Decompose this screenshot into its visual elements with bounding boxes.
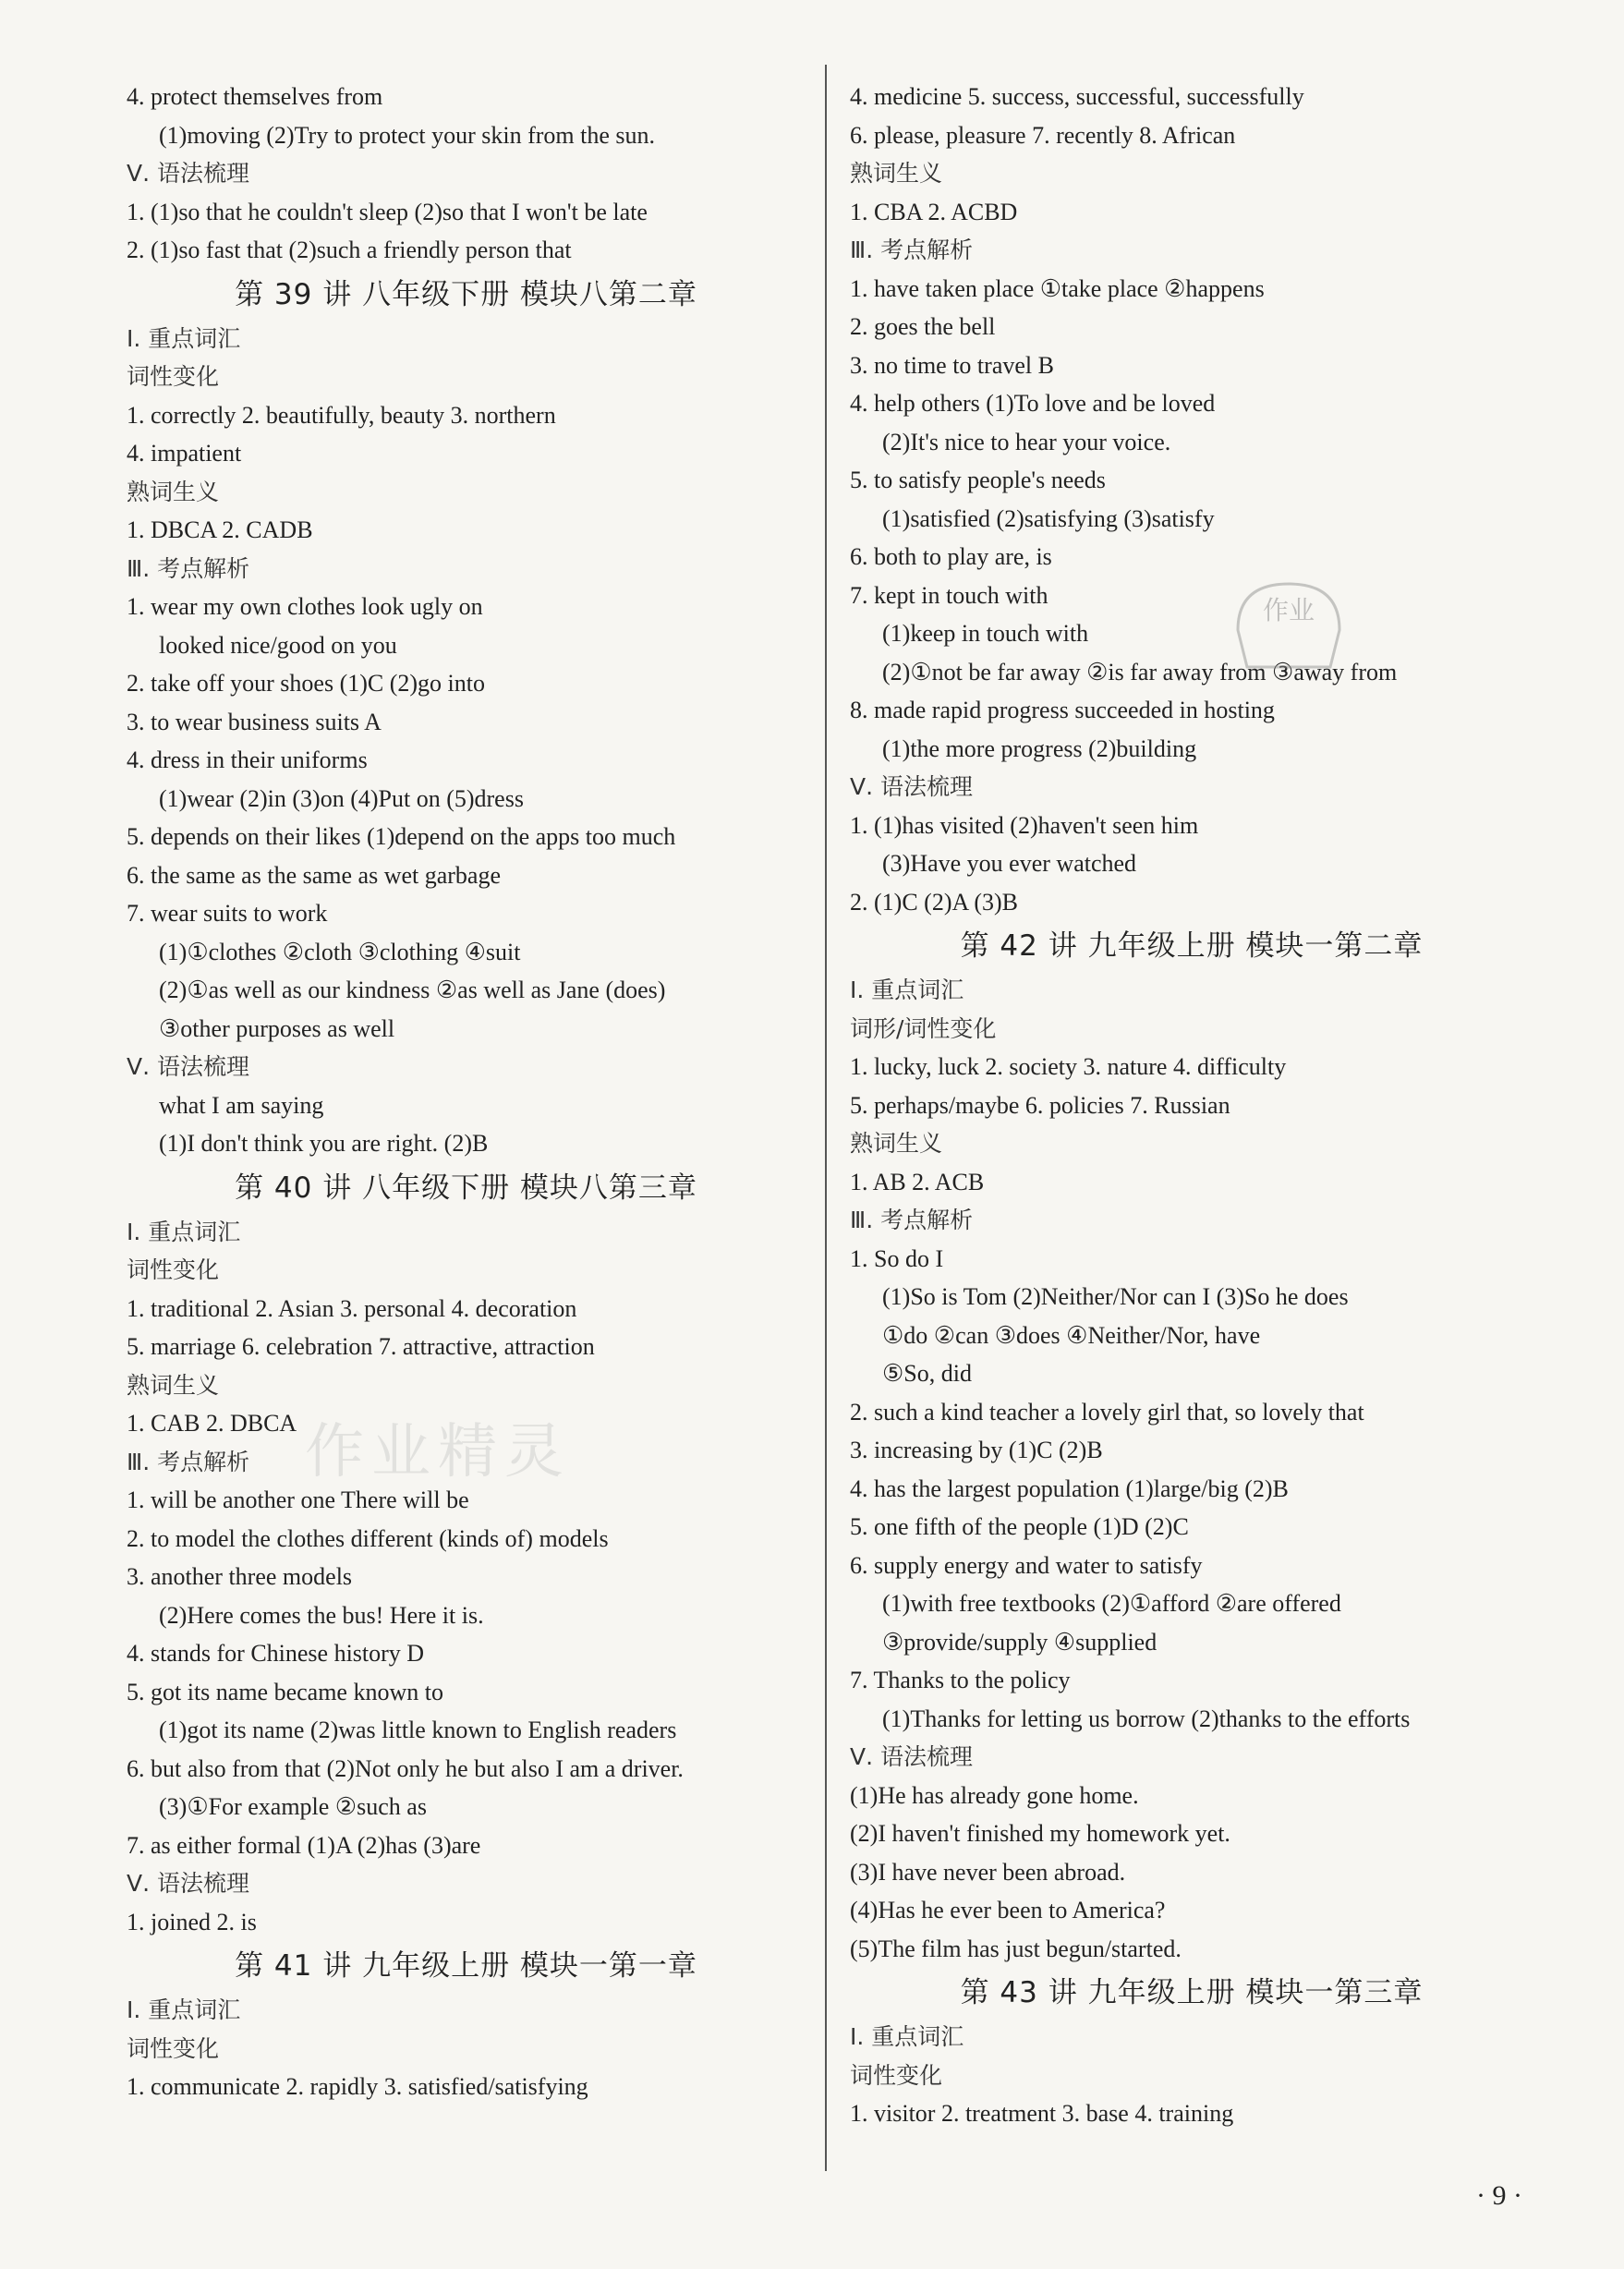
answer-line: (1)moving (2)Try to protect your skin from the sun. [159,121,656,149]
section-label: Ⅰ. 重点词汇 [127,1218,241,1245]
answer-line: (2)Here comes the bus! Here it is. [159,1601,484,1629]
answer-line: ③other purposes as well [159,1014,395,1042]
answer-line: what I am saying [159,1091,324,1119]
answer-line: 4. has the largest population (1)large/big (2)B [850,1474,1289,1502]
answer-line: 3. increasing by (1)C (2)B [850,1437,1103,1463]
section-label: Ⅲ. 考点解析 [127,554,250,582]
answer-line: (2)I haven't finished my homework yet. [850,1820,1230,1847]
lecture-heading: 第 41 讲 九年级上册 模块一第一章 [235,1949,697,1983]
answer-line: 1. joined 2. is [127,1908,257,1935]
answer-line: ③provide/supply ④supplied [882,1628,1157,1656]
section-label: Ⅴ. 语法梳理 [127,1053,249,1080]
section-label: Ⅲ. 考点解析 [127,1448,250,1475]
answer-line: 1. So do I [850,1244,944,1272]
answer-line: 1. (1)so that he couldn't sleep (2)so that I won't be late [127,198,648,225]
section-label: Ⅰ. 重点词汇 [850,977,964,1003]
answer-line: 5. marriage 6. celebration 7. attractive, attraction [127,1333,595,1360]
answer-line: (1)I don't think you are right. (2)B [159,1130,489,1157]
answer-line: (4)Has he ever been to America? [850,1897,1166,1923]
answer-line: 1. CBA 2. ACBD [850,198,1018,225]
answer-line: 6. supply energy and water to satisfy [850,1551,1203,1579]
lecture-heading: 第 42 讲 九年级上册 模块一第二章 [960,929,1424,963]
answer-line: (1)keep in touch with [882,620,1089,647]
answer-line: (1)got its name (2)was little known to English readers [159,1717,677,1743]
answer-line: 2. goes the bell [850,313,996,340]
answer-line: 7. as either formal (1)A (2)has (3)are [127,1831,481,1859]
lecture-heading: 第 39 讲 八年级下册 模块八第二章 [235,277,697,311]
answer-line: (1)satisfied (2)satisfying (3)satisfy [882,504,1215,532]
answer-line: 4. medicine 5. success, successful, successfully [850,83,1304,110]
answer-line: 4. impatient [127,440,242,467]
answer-line: looked nice/good on you [159,631,397,659]
stamp-text: 作业 [1262,595,1315,625]
answer-line: (1)So is Tom (2)Neither/Nor can I (3)So he does [882,1283,1349,1310]
section-label: Ⅲ. 考点解析 [850,237,974,263]
answer-line: 6. but also from that (2)Not only he but also I am a driver. [127,1754,684,1782]
section-label: 词性变化 [127,2034,220,2062]
section-label: 熟词生义 [850,160,943,187]
section-label: Ⅲ. 考点解析 [850,1207,974,1233]
answer-line: 3. to wear business suits A [127,708,382,735]
answer-line: (1)with free textbooks (2)①afford ②are offered [882,1590,1341,1617]
answer-line: (1)the more progress (2)building [882,734,1197,762]
answer-line: 1. have taken place ①take place ②happens [850,274,1265,302]
answer-line: 1. lucky, luck 2. society 3. nature 4. difficulty [850,1053,1287,1080]
answer-line: 3. another three models [127,1563,353,1590]
column-divider [825,65,827,2171]
answer-line: 1. correctly 2. beautifully, beauty 3. northern [127,401,556,429]
left-column [127,78,806,2106]
answer-line: (3)①For example ②such as [159,1793,427,1820]
section-label: Ⅰ. 重点词汇 [850,2023,964,2050]
answer-line: 1. DBCA 2. CADB [127,516,313,543]
answer-line: 4. protect themselves from [127,83,383,110]
section-label: Ⅴ. 语法梳理 [850,1743,973,1770]
answer-line: 1. traditional 2. Asian 3. personal 4. decoration [127,1294,577,1322]
answer-line: 3. no time to travel B [850,351,1054,379]
answer-line: (1)wear (2)in (3)on (4)Put on (5)dress [159,784,524,812]
answer-line: 5. perhaps/maybe 6. policies 7. Russian [850,1091,1230,1119]
answer-line: 2. to model the clothes different (kinds of) models [127,1524,609,1552]
answer-line: 6. please, pleasure 7. recently 8. African [850,121,1236,149]
answer-line: 5. depends on their likes (1)depend on the apps too much [127,823,676,850]
answer-line: 4. dress in their uniforms [127,746,368,773]
section-label: 词性变化 [127,1256,220,1283]
answer-line: 1. will be another one There will be [127,1486,469,1513]
section-label: Ⅰ. 重点词汇 [127,324,241,352]
section-label: 词形/词性变化 [850,1014,997,1042]
lecture-heading: 第 43 讲 九年级上册 模块一第三章 [960,1976,1424,2009]
answer-line: (3)Have you ever watched [882,850,1137,877]
answer-line: 1. visitor 2. treatment 3. base 4. training [850,2100,1234,2127]
answer-line: 1. communicate 2. rapidly 3. satisfied/satisfying [127,2073,588,2100]
answer-line: 5. one fifth of the people (1)D (2)C [850,1513,1189,1540]
answer-line: 5. got its name became known to [127,1678,443,1705]
lecture-heading: 第 40 讲 八年级下册 模块八第三章 [235,1171,697,1205]
answer-line: 2. take off your shoes (1)C (2)go into [127,670,486,697]
answer-line: 2. (1)C (2)A (3)B [850,888,1018,916]
answer-line: (1)①clothes ②cloth ③clothing ④suit [159,938,521,965]
answer-line: 2. such a kind teacher a lovely girl that, so lovely that [850,1398,1364,1426]
answer-line: (1)Thanks for letting us borrow (2)thanks to the efforts [882,1705,1411,1732]
section-label: 熟词生义 [850,1130,943,1157]
answer-line: 1. wear my own clothes look ugly on [127,593,483,620]
right-column [850,78,1533,2133]
section-label: Ⅴ. 语法梳理 [127,160,249,187]
answer-line: (1)He has already gone home. [850,1781,1139,1809]
answer-line: 8. made rapid progress succeeded in hosting [850,697,1275,723]
answer-line: 6. both to play are, is [850,543,1052,570]
answer-line: 1. CAB 2. DBCA [127,1410,297,1437]
answer-line: 7. Thanks to the policy [850,1667,1071,1693]
section-label: Ⅴ. 语法梳理 [850,773,973,800]
section-label: 词性变化 [850,2061,943,2089]
answer-line: 1. AB 2. ACB [850,1168,985,1195]
answer-line: 4. help others (1)To love and be loved [850,390,1216,417]
stamp-logo-icon [1219,575,1358,681]
section-label: Ⅴ. 语法梳理 [127,1870,249,1897]
answer-line: 7. kept in touch with [850,581,1048,609]
answer-line: ⑤So, did [882,1360,972,1387]
answer-line: 5. to satisfy people's needs [850,467,1106,493]
answer-line: 7. wear suits to work [127,900,328,927]
answer-line: 4. stands for Chinese history D [127,1640,425,1667]
answer-line: (2)①not be far away ②is far away from ③away from [882,658,1398,686]
section-label: 熟词生义 [127,1371,220,1399]
answer-line: 1. (1)has visited (2)haven't seen him [850,811,1199,839]
answer-line: (2)It's nice to hear your voice. [882,428,1171,455]
section-label: 词性变化 [127,363,220,390]
section-label: Ⅰ. 重点词汇 [127,1996,241,2023]
answer-line: 2. (1)so fast that (2)such a friendly person that [127,237,572,263]
answer-line: (2)①as well as our kindness ②as well as Jane (does) [159,977,666,1003]
answer-line: (3)I have never been abroad. [850,1858,1126,1886]
answer-line: ①do ②can ③does ④Neither/Nor, have [882,1321,1261,1349]
answer-line: (5)The film has just begun/started. [850,1935,1182,1962]
answer-line: 6. the same as the same as wet garbage [127,861,502,889]
page-number: · 9 · [1476,2180,1522,2211]
section-label: 熟词生义 [127,478,220,505]
watermark: 作业精灵 [305,1418,571,1486]
